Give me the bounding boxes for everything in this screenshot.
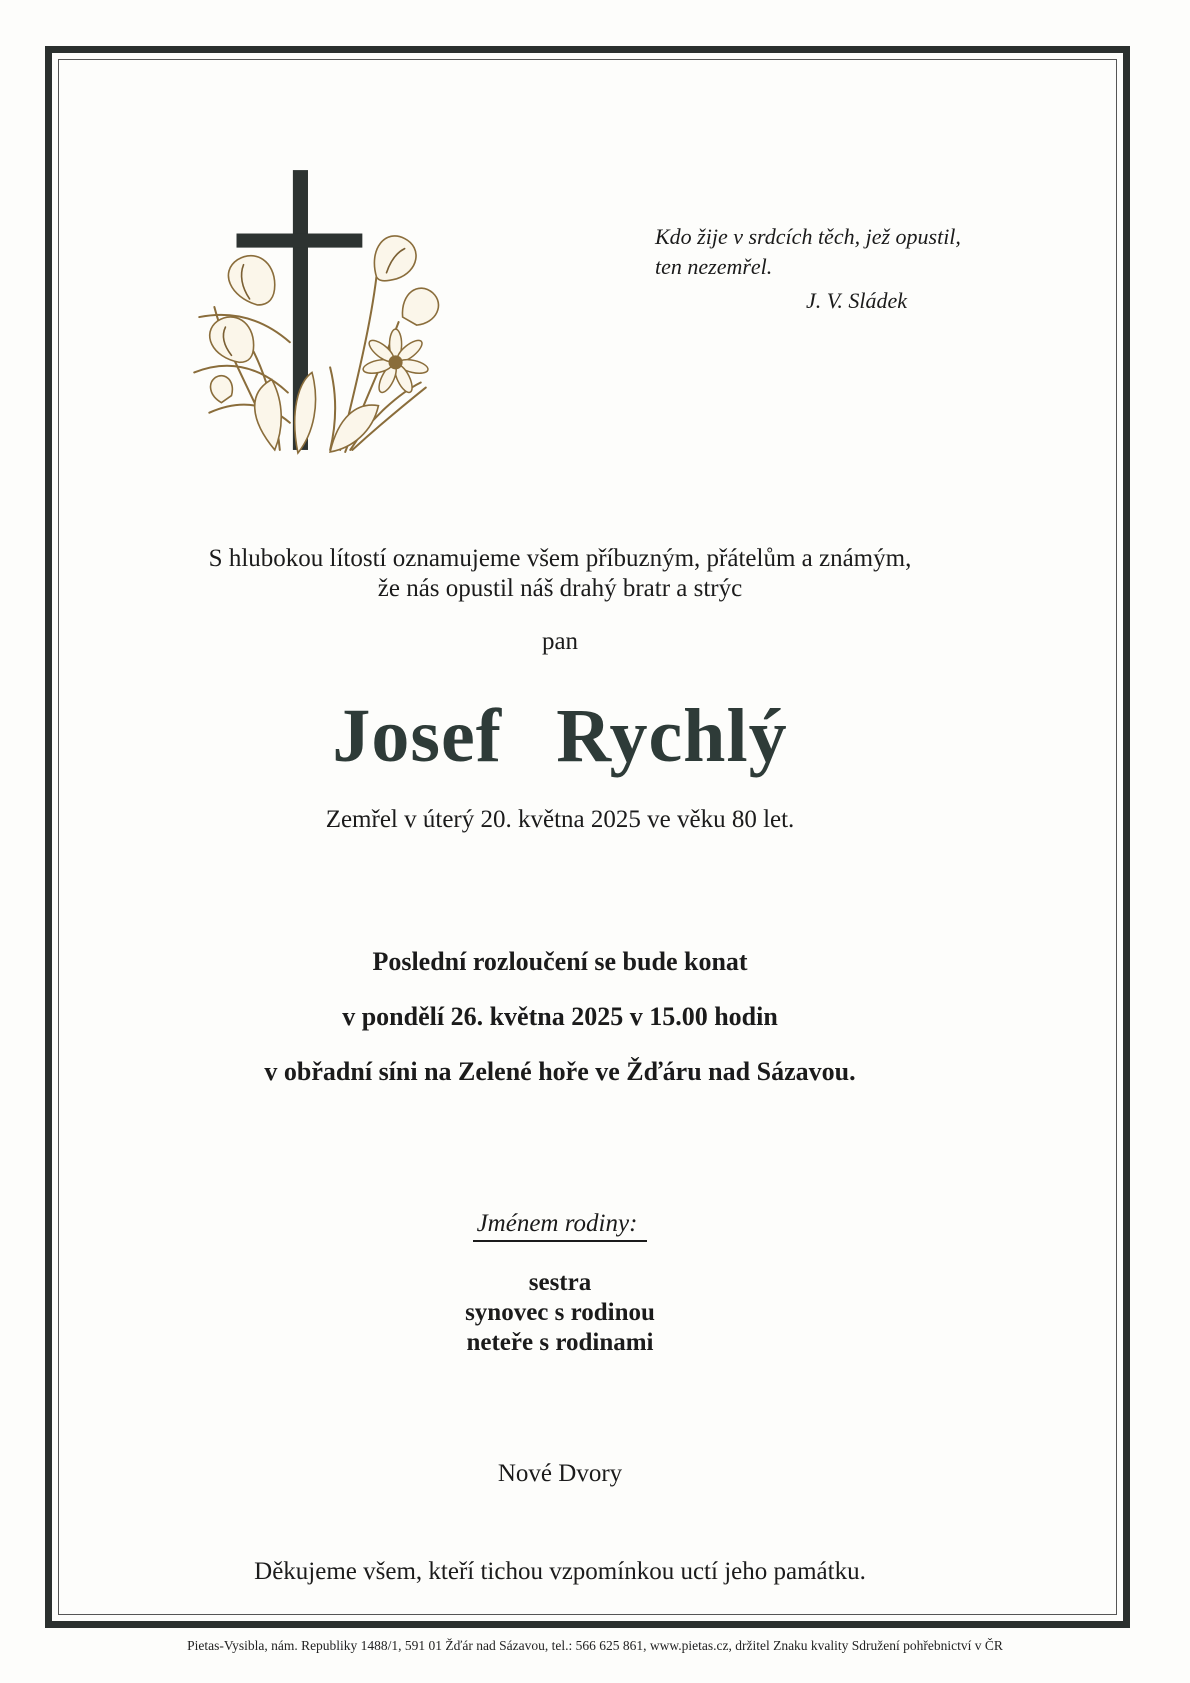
cross-horizontal-bar [237,234,363,248]
funeral-home-footer: Pietas-Vysibla, nám. Republiky 1488/1, 591 01 Žďár nad Sázavou, tel.: 566 625 861, www.pietas.cz, držitel Znaku kvality Sdružení pohřebnictví v ČR [187,1638,1003,1653]
family-heading-text: Jménem rodiny: [473,1210,648,1242]
funeral-line-3: v obřadní síni na Zelené hoře ve Žďáru nad Sázavou. [264,1057,856,1086]
place-name: Nové Dvory [497,1460,623,1487]
memorial-quote [655,222,985,316]
announcement [0,544,1120,604]
family-heading [0,1210,1120,1238]
cross-and-flowers-icon [176,156,444,458]
funeral-line-1: Poslední rozloučení se bude konat [372,947,748,976]
quote-line-1: Kdo žije v srdcích těch, jež opustil, [655,224,961,249]
deceased-name: Josef Rychlý [332,694,788,778]
funeral-info [0,934,1120,1099]
announcement-line-1: S hlubokou lítostí oznamujeme všem příbuzným, přátelům a známým, [208,545,912,572]
family-member: synovec s rodinou [465,1299,655,1326]
family-member: neteře s rodinami [466,1329,654,1356]
death-info: Zemřel v úterý 20. května 2025 ve věku 80 let. [325,806,795,833]
family-members [0,1268,1120,1358]
funeral-line-2: v pondělí 26. května 2025 v 15.00 hodin [342,1002,778,1031]
calla-lilies [210,236,439,453]
quote-line-2: ten nezemřel. [655,254,773,279]
honorific: pan [541,628,579,655]
quote-author: J. V. Sládek [805,288,907,313]
announcement-line-2: že nás opustil náš drahý bratr a strýc [377,575,743,602]
family-member: sestra [528,1269,592,1296]
thanks-line: Děkujeme všem, kteří tichou vzpomínkou uctí jeho památku. [254,1558,866,1585]
